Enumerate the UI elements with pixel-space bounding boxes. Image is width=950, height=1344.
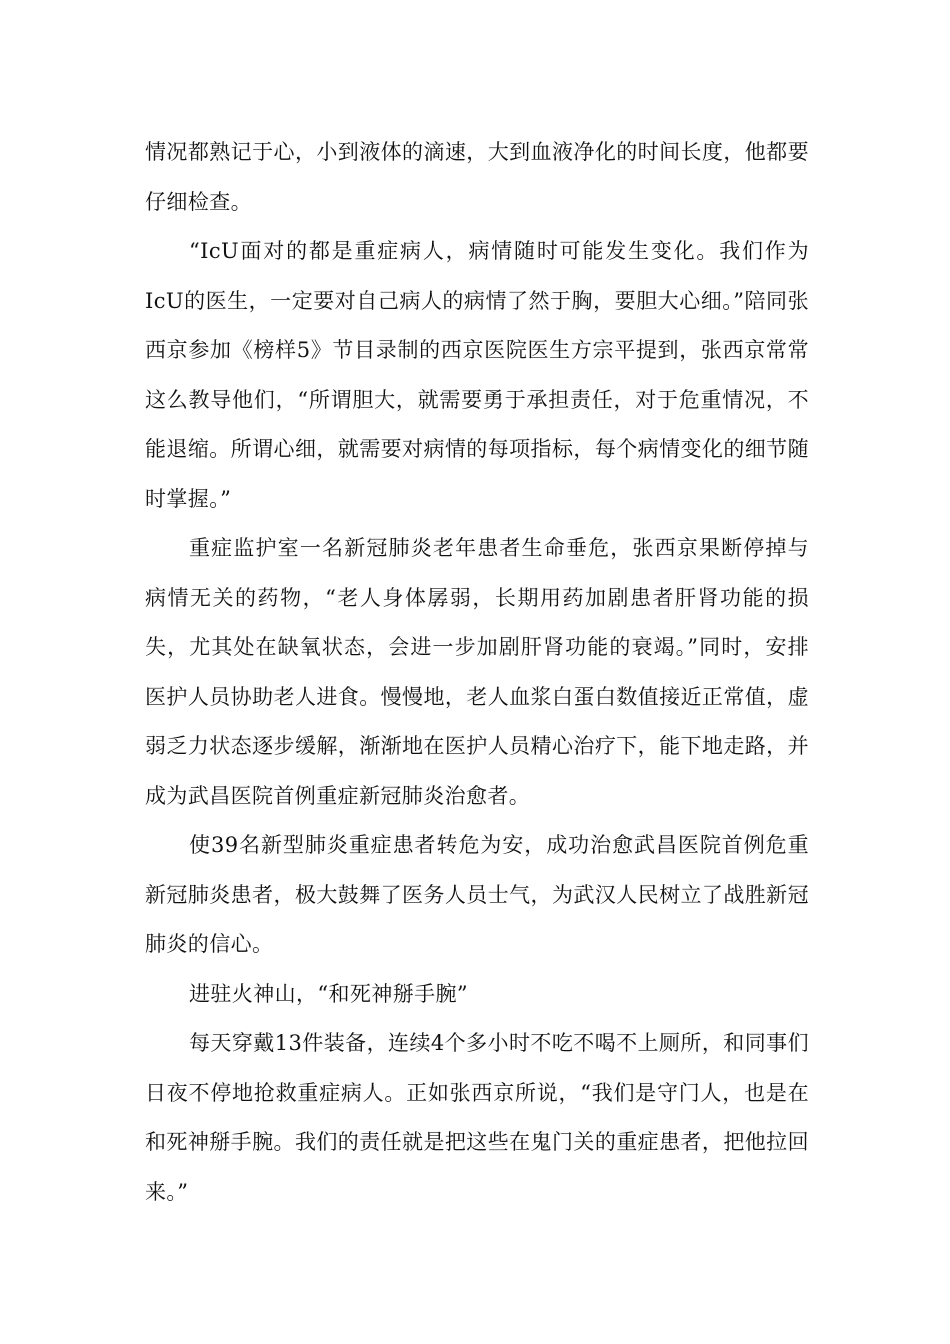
document-page	[145, 128, 809, 1217]
paragraph-icu-quote: “IcU面对的都是重症病人，病情随时可能发生变化。我们作为IcU的医生，一定要对自己病人的病情了然于胸，要胆大心细。”陪同张西京参加《榜样5》节目录制的西京医院医生方宗平提到，张西京常常这么教导他们，“所谓胆大，就需要勇于承担责任，对于危重情况，不能退缩。所谓心细，就需要对病情的每项指标，每个病情变化的细节随时掌握。”	[145, 239, 809, 511]
paragraph-gatekeeper: 每天穿戴13件装备，连续4个多小时不吃不喝不上厕所，和同事们日夜不停地抢救重症病人。正如张西京所说，“我们是守门人，也是在和死神掰手腕。我们的责任就是把这些在鬼门关的重症患者，把他拉回来。”	[145, 1031, 809, 1204]
paragraph-39-patients: 使39名新型肺炎重症患者转危为安，成功治愈武昌医院首例危重新冠肺炎患者，极大鼓舞了医务人员士气，为武汉人民树立了战胜新冠肺炎的信心。	[145, 833, 809, 956]
paragraph-elderly-patient: 重症监护室一名新冠肺炎老年患者生命垂危，张西京果断停掉与病情无关的药物，“老人身体孱弱，长期用药加剧患者肝肾功能的损失，尤其处在缺氧状态，会进一步加剧肝肾功能的衰竭。”同时，安排医护人员协助老人进食。慢慢地，老人血浆白蛋白数值接近正常值，虚弱乏力状态逐步缓解，渐渐地在医护人员精心治疗下，能下地走路，并成为武昌医院首例重症新冠肺炎治愈者。	[145, 536, 809, 808]
paragraph-continuation: 情况都熟记于心，小到液体的滴速，大到血液净化的时间长度，他都要仔细检查。	[145, 140, 809, 214]
section-heading-huoshenshan: 进驻火神山，“和死神掰手腕”	[189, 981, 469, 1006]
